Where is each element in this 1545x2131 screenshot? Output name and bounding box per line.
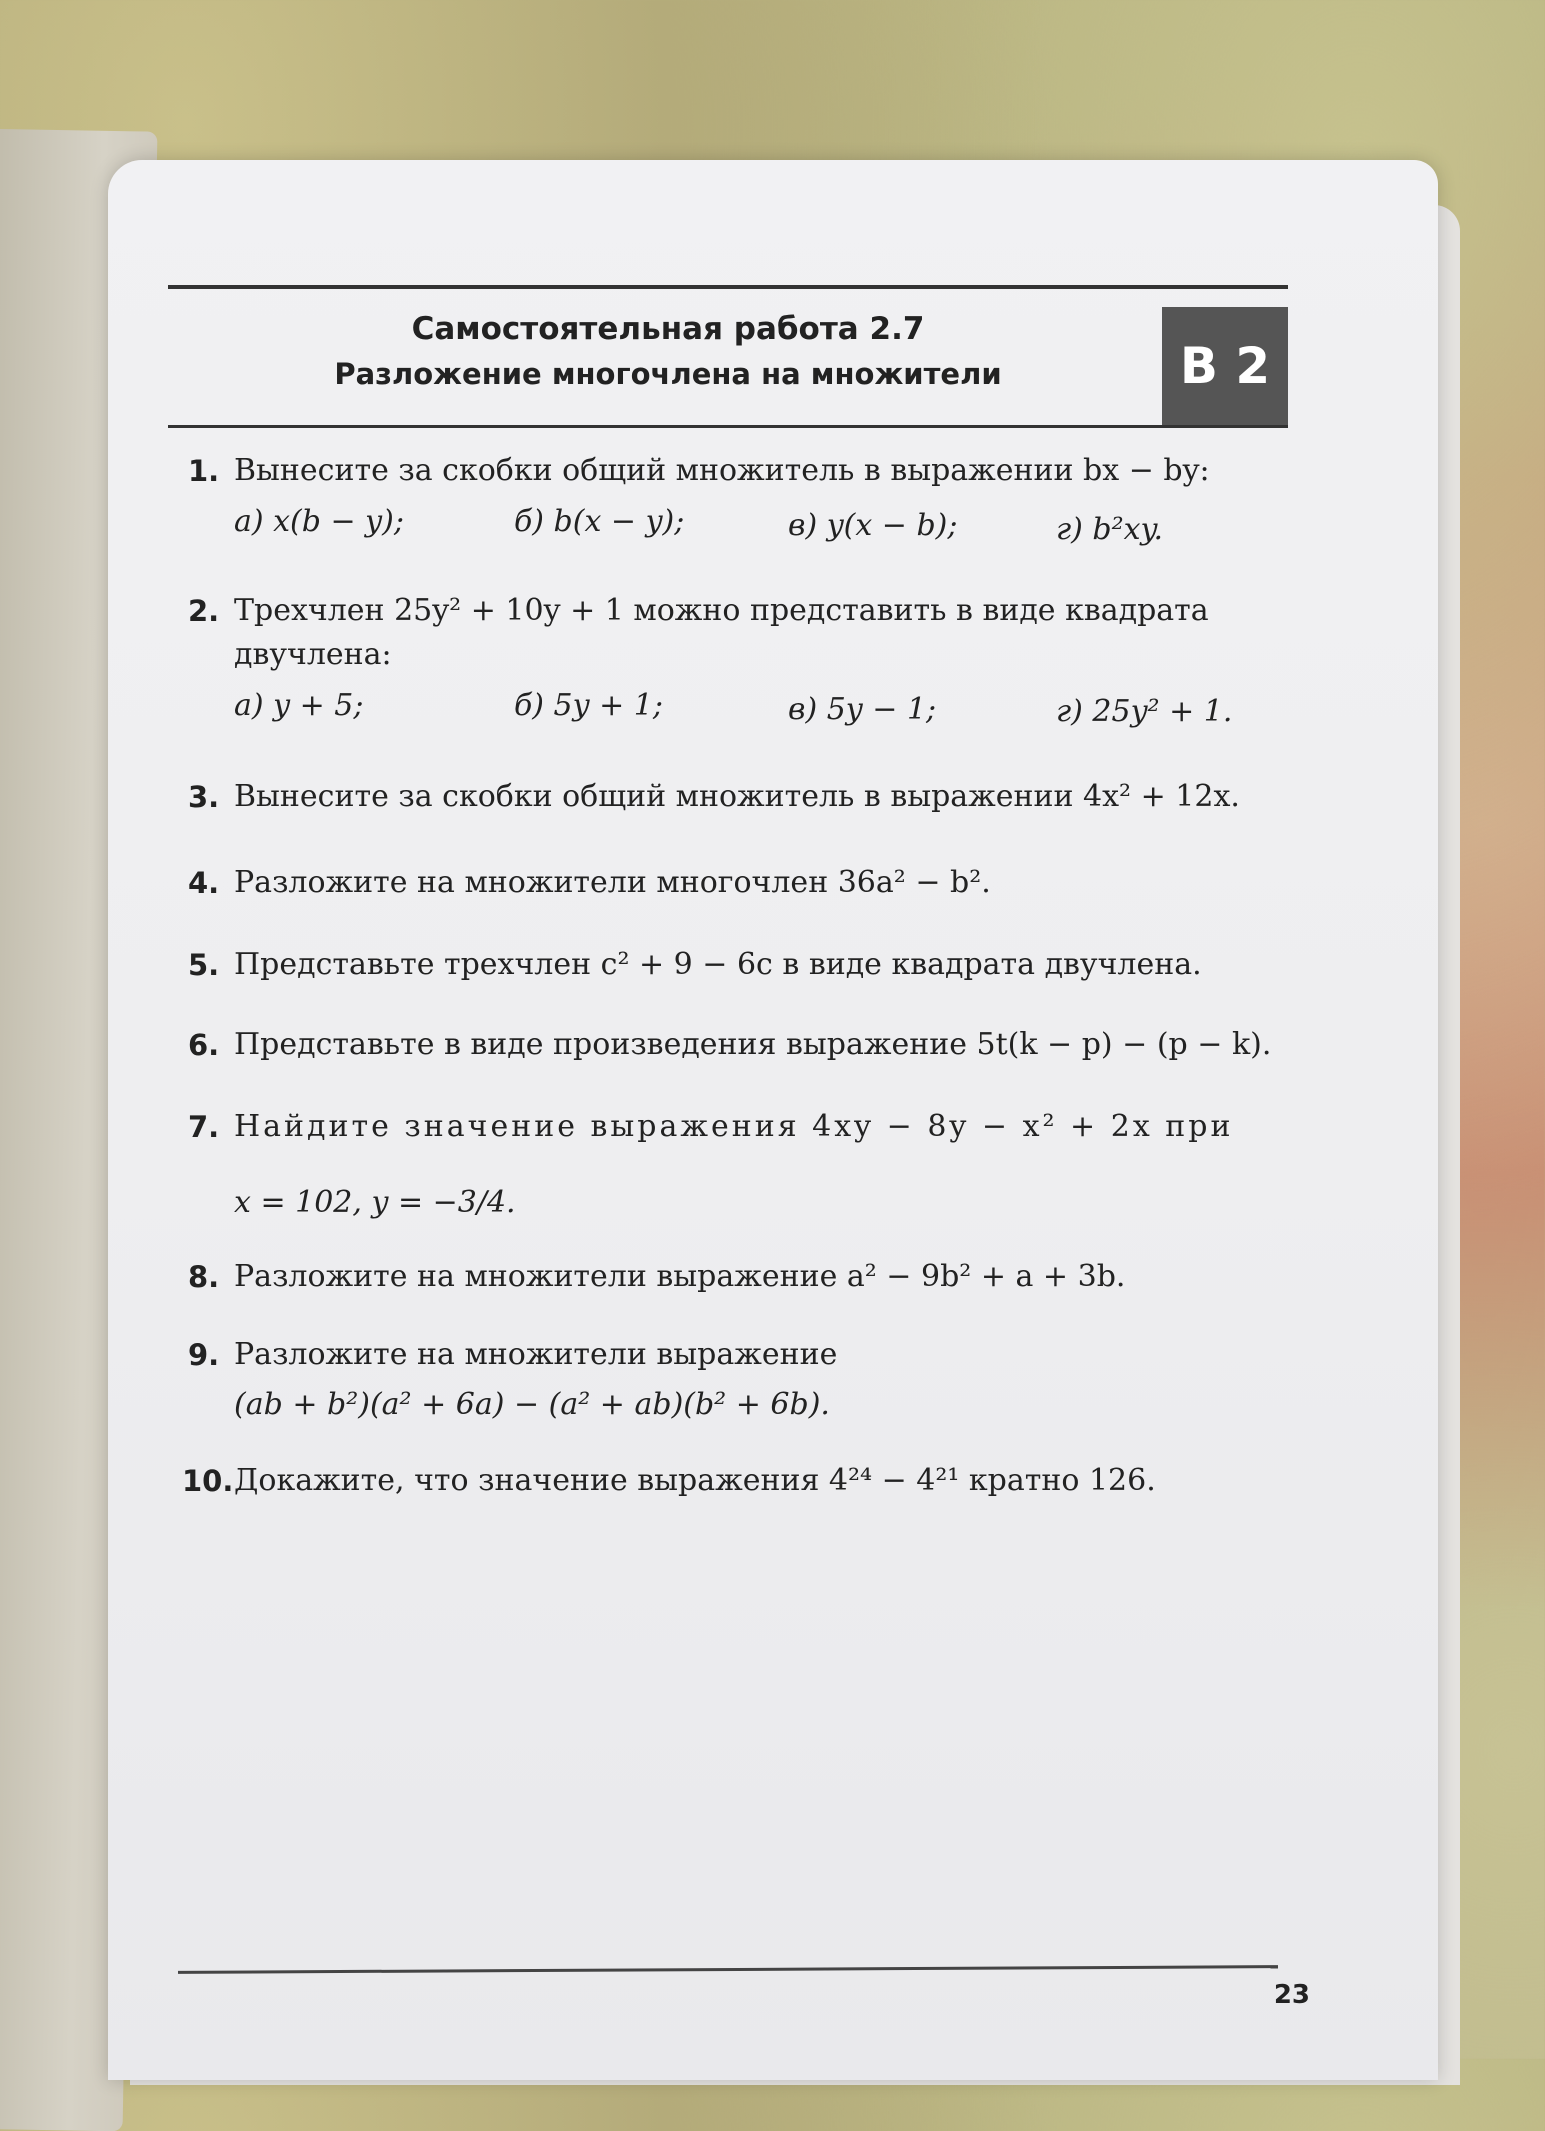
footer-rule (178, 1965, 1278, 1974)
page-number: 23 (1273, 1980, 1310, 2010)
task-number: 8. (188, 1260, 220, 1294)
task-text: Найдите значение выражения 4xy − 8y − x² + 2x при (234, 1109, 1234, 1144)
task-number: 2. (188, 594, 220, 628)
task-text-continued: двучлена: (234, 637, 392, 672)
task-option-d: г) 25y² + 1. (1056, 694, 1233, 729)
task-number: 6. (188, 1028, 220, 1062)
header-title: Самостоятельная работа 2.7 (411, 311, 925, 347)
task-text: Представьте трехчлен c² + 9 − 6c в виде квадрата двучлена. (234, 947, 1202, 982)
task-number: 7. (188, 1110, 220, 1144)
task-text: Разложите на множители многочлен 36a² − b². (234, 865, 991, 900)
task-number: 5. (188, 948, 220, 982)
task-option-b: б) 5y + 1; (514, 688, 663, 723)
task-option-c: в) y(x − b); (788, 508, 958, 543)
task-option-c: в) 5y − 1; (788, 692, 937, 727)
header-rule-bottom (168, 425, 1288, 428)
task-option-d: г) b²xy. (1056, 512, 1164, 547)
task-number: 9. (188, 1338, 220, 1372)
task-text: Докажите, что значение выражения 4²⁴ − 4²¹ кратно 126. (234, 1463, 1156, 1498)
header-subtitle: Разложение многочлена на множители (334, 357, 1002, 391)
task-text: Трехчлен 25y² + 10y + 1 можно представить в виде квадрата (234, 593, 1209, 628)
task-number: 1. (188, 454, 220, 488)
header-rule-top (168, 285, 1288, 289)
worksheet-header (168, 285, 1288, 435)
task-text: Представьте в виде произведения выражение 5t(k − p) − (p − k). (234, 1027, 1272, 1062)
task-option-a: а) x(b − y); (234, 504, 404, 539)
task-number: 4. (188, 866, 220, 900)
task-text-continued: x = 102, y = −3/4. (234, 1185, 516, 1220)
worksheet-page (108, 160, 1438, 2080)
task-number: 3. (188, 780, 220, 814)
task-option-b: б) b(x − y); (514, 504, 685, 539)
task-text: Разложите на множители выражение a² − 9b² + a + 3b. (234, 1259, 1126, 1294)
task-text: Разложите на множители выражение (234, 1337, 838, 1372)
task-text-continued: (ab + b²)(a² + 6a) − (a² + ab)(b² + 6b). (234, 1387, 830, 1422)
variant-badge: В 2 (1162, 307, 1288, 425)
task-text: Вынесите за скобки общий множитель в выражении 4x² + 12x. (234, 779, 1240, 814)
task-text: Вынесите за скобки общий множитель в выражении bx − by: (234, 453, 1210, 488)
task-number: 10. (182, 1464, 234, 1498)
task-option-a: а) y + 5; (234, 688, 364, 723)
